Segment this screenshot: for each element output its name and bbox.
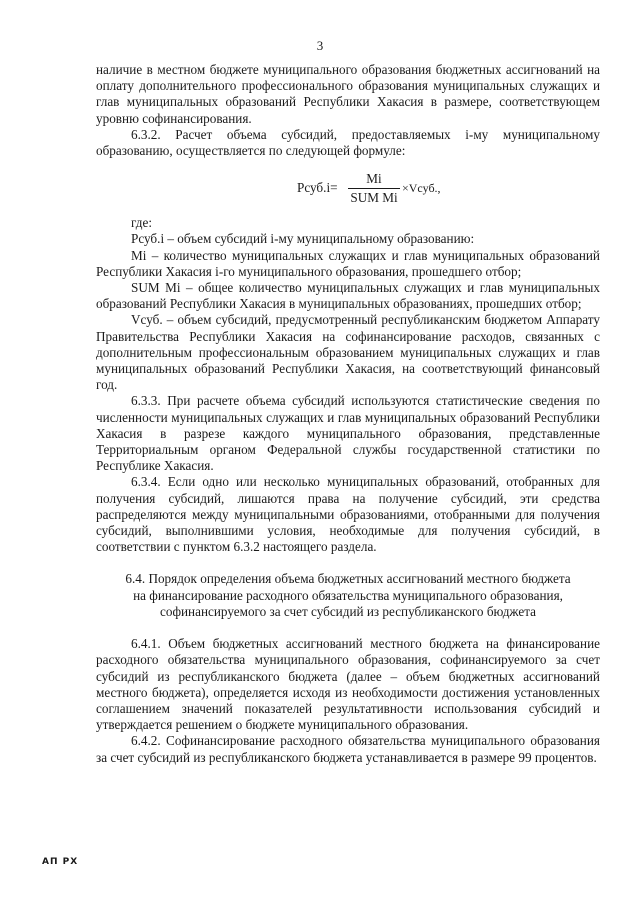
document-body [96, 62, 600, 766]
paragraph: 6.3.3. При расчете объема субсидий используются статистические сведения по численности муниципальных служащих и глав муниципальных образований Республики Хакасия в разрезе каждого муниципального образования, представленные Территориальным органом Федеральной службы государственной статистики по Республике Хакасия. [96, 393, 600, 474]
formula-lhs: Рсуб.i= [297, 180, 338, 196]
page-number: 3 [316, 38, 324, 53]
section-heading-line: на финансирование расходного обязательства муниципального образования, [133, 587, 563, 603]
section-heading [96, 571, 600, 620]
paragraph: 6.4.1. Объем бюджетных ассигнований местного бюджета на финансирование расходного обязательства муниципального образования, софинансируемого за счет субсидий из республиканского бюджета (далее – объем бюджетных ассигнований местного бюджета), определяется исходя из необходимости достижения установленных соглашением значений показателей результативности использования субсидий и утверждается решением о бюджете муниципального образования. [96, 636, 600, 733]
formula-fraction [348, 171, 400, 206]
formula-numerator: Mi [348, 171, 400, 189]
formula-rhs: ×Vсуб., [402, 181, 441, 196]
paragraph: наличие в местном бюджете муниципального образования бюджетных ассигнований на оплату дополнительного профессионального образования муниципальных служащих и глав муниципальных образований Республики Хакасия в размере, соответствующем уровню софинансирования. [96, 62, 600, 126]
paragraph: 6.3.2. Расчет объема субсидий, предоставляемых i-му муниципальному образованию, осуществляется по следующей формуле: [96, 126, 600, 159]
definition: Vсуб. – объем субсидий, предусмотренный республиканским бюджетом Аппарату Правительства Республики Хакасия на софинансирование расходов, связанных с дополнительным профессиональным образованием муниципальных служащих и глав муниципальных образований Республики Хакасия, на соответствующий финансовый год. [96, 312, 600, 393]
paragraph: 6.4.2. Софинансирование расходного обязательства муниципального образования за счет субсидий из республиканского бюджета устанавливается в размере 99 процентов. [96, 733, 600, 765]
definition: Рсуб.i – объем субсидий i-му муниципальному образованию: [131, 231, 475, 247]
section-heading-line: 6.4. Порядок определения объема бюджетных ассигнований местного бюджета [125, 571, 571, 587]
where-label: где: [131, 215, 152, 231]
paragraph: 6.3.4. Если одно или несколько муниципальных образований, отобранных для получения субсидий, лишаются права на получение субсидий, эти средства распределяются между муниципальными образованиями, отобранными для получения субсидий, выполнившими условия, необходимые для получения субсидий, в соответствии с пунктом 6.3.2 настоящего раздела. [96, 474, 600, 555]
footer-stamp: АП РХ [42, 857, 79, 867]
formula [96, 159, 600, 215]
section-heading-line: софинансируемого за счет субсидий из республиканского бюджета [160, 603, 536, 619]
definition: Mi – количество муниципальных служащих и глав муниципальных образований Республики Хакасия i-го муниципального образования, прошедшего отбор; [96, 247, 600, 279]
definition: SUM Mi – общее количество муниципальных служащих и глав муниципальных образований Республики Хакасия в муниципальных образованиях, прошедших отбор; [96, 280, 600, 312]
formula-denominator: SUM Mi [350, 190, 398, 206]
